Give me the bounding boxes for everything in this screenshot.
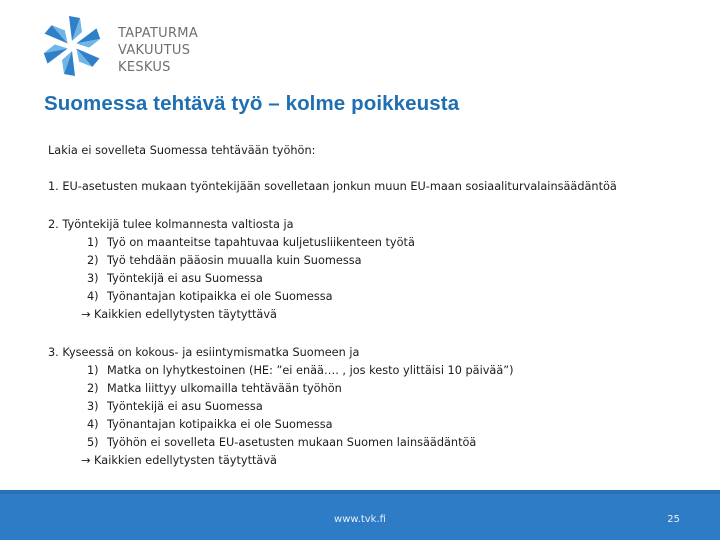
- exception-3-subitem: [87, 435, 476, 451]
- page-number: 25: [667, 514, 680, 525]
- subitem-number: 4): [87, 418, 99, 431]
- subitem-number: 3): [87, 400, 99, 413]
- logo-line: VAKUUTUS: [118, 43, 191, 58]
- exception-2-subitem: [87, 253, 362, 269]
- subitem-text: Työntekijä ei asu Suomessa: [107, 400, 263, 413]
- exception-1: 1. EU-asetusten mukaan työntekijään sovelletaan jonkun muun EU-maan sosiaaliturvalainsäädäntöä: [48, 180, 617, 193]
- logo-wordmark: [118, 25, 198, 76]
- subitem-text: Matka on lyhytkestoinen (HE: ”ei enää…. , jos kesto ylittäisi 10 päivää”): [107, 364, 514, 377]
- subitem-text: Työhön ei sovelleta EU-asetusten mukaan Suomen lainsäädäntöä: [107, 436, 477, 449]
- page-title: Suomessa tehtävä työ – kolme poikkeusta: [44, 92, 460, 115]
- exception-2-subitem: [87, 235, 415, 251]
- subitem-number: 4): [87, 290, 99, 303]
- subitem-number: 2): [87, 254, 99, 267]
- subitem-number: 3): [87, 272, 99, 285]
- exception-3-conclusion: → Kaikkien edellytysten täytyttävä: [81, 454, 277, 467]
- subitem-text: Työnantajan kotipaikka ei ole Suomessa: [107, 290, 333, 303]
- subitem-text: Työ tehdään pääosin muualla kuin Suomessa: [107, 254, 362, 267]
- exception-2-subitem: [87, 271, 263, 287]
- exception-3-heading: 3. Kyseessä on kokous- ja esiintymismatka Suomeen ja: [48, 346, 360, 359]
- subitem-number: 5): [87, 436, 99, 449]
- subitem-text: Työnantajan kotipaikka ei ole Suomessa: [107, 418, 333, 431]
- subitem-text: Työntekijä ei asu Suomessa: [107, 272, 263, 285]
- subitem-number: 1): [87, 236, 99, 249]
- intro-text: Lakia ei sovelleta Suomessa tehtävään työhön:: [48, 144, 316, 157]
- exception-3-subitem: [87, 381, 342, 397]
- star-logo-icon: [40, 14, 104, 78]
- exception-2-heading: 2. Työntekijä tulee kolmannesta valtiosta ja: [48, 218, 294, 231]
- exception-3-subitem: [87, 363, 514, 379]
- footer-url-link[interactable]: www.tvk.fi: [334, 514, 386, 525]
- subitem-number: 1): [87, 364, 99, 377]
- logo-line: TAPATURMA: [118, 26, 199, 41]
- exception-2-conclusion: → Kaikkien edellytysten täytyttävä: [81, 308, 277, 321]
- subitem-text: Työ on maanteitse tapahtuvaa kuljetusliikenteen työtä: [107, 236, 415, 249]
- subitem-text: Matka liittyy ulkomailla tehtävään työhön: [107, 382, 342, 395]
- exception-3-subitem: [87, 399, 263, 415]
- logo-line: KESKUS: [118, 60, 171, 75]
- exception-3-subitem: [87, 417, 333, 433]
- logo: [40, 14, 230, 78]
- exception-2-subitem: [87, 289, 333, 305]
- subitem-number: 2): [87, 382, 99, 395]
